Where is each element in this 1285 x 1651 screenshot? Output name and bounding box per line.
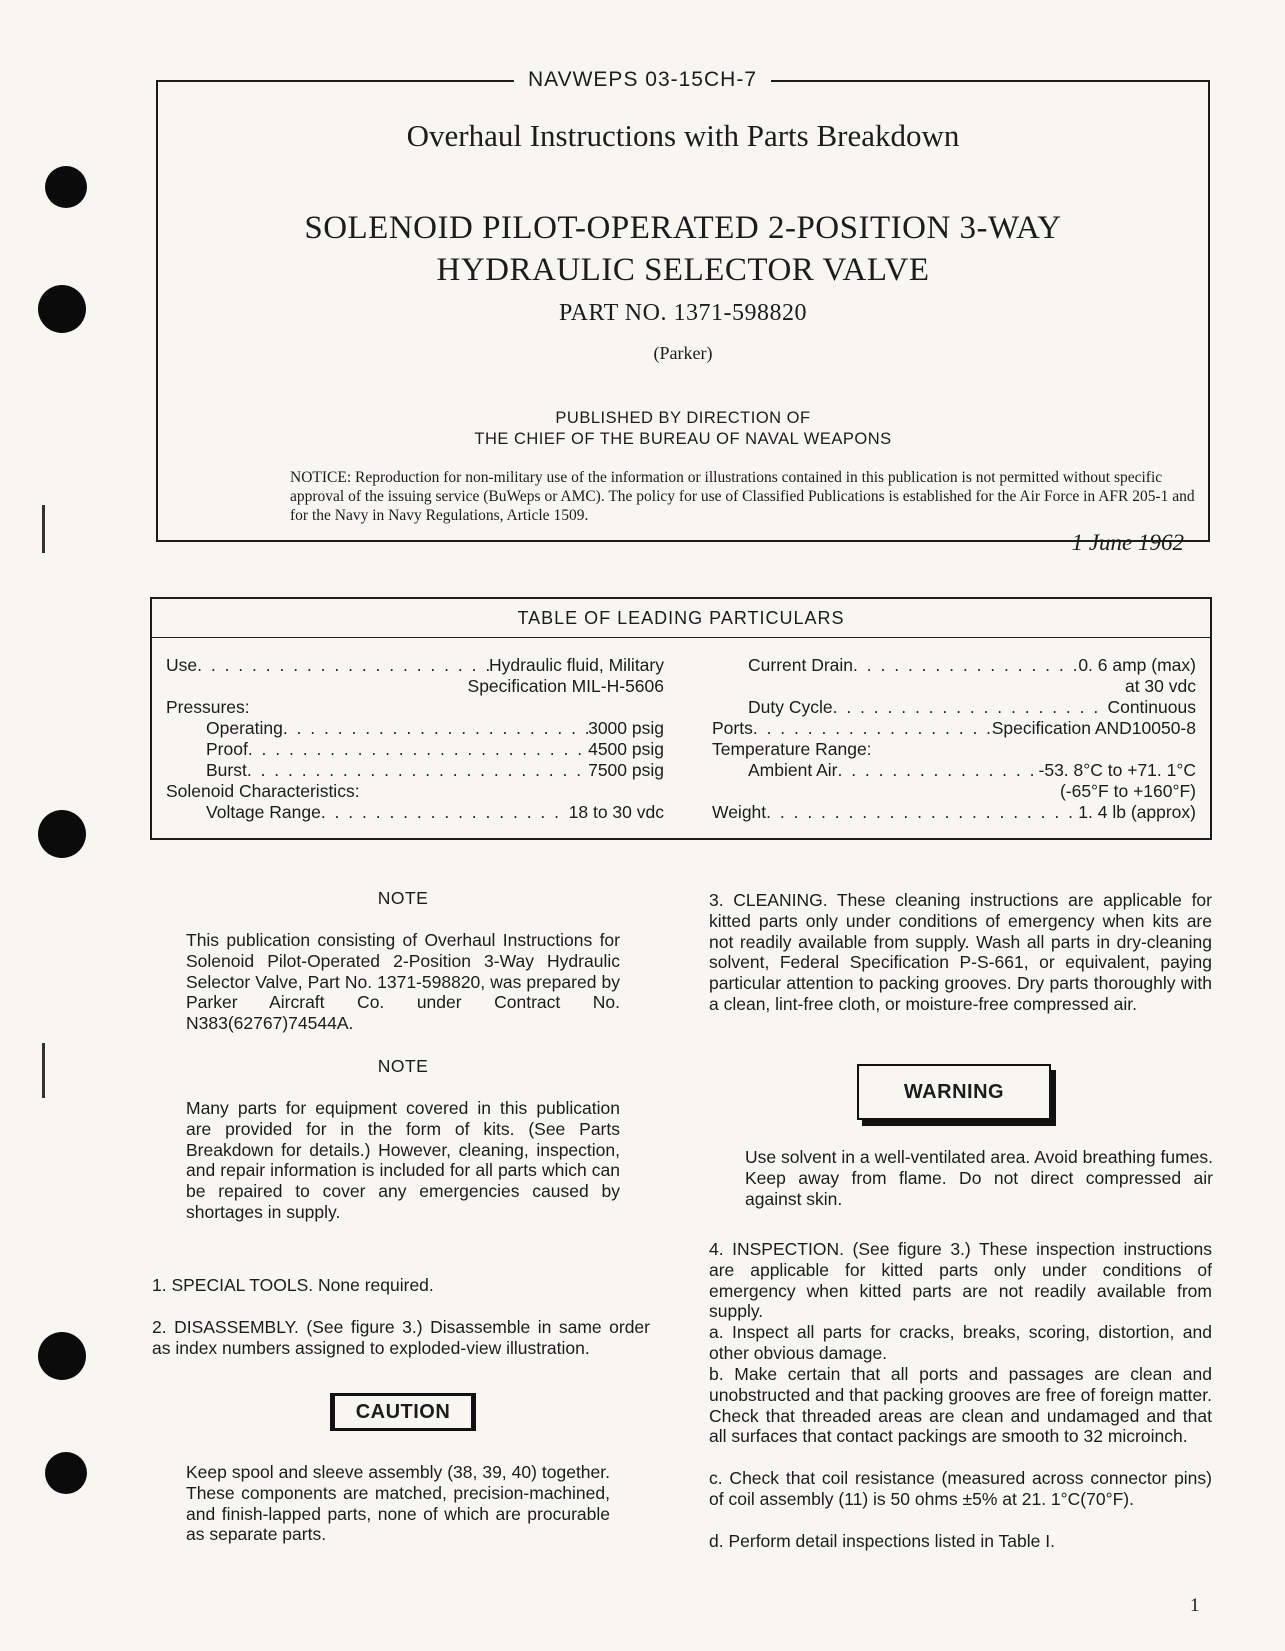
- inspection-step-a: a. Inspect all parts for cracks, breaks, scoring, distortion, and other obvious damage.: [709, 1322, 1212, 1363]
- warning-label: WARNING: [857, 1064, 1051, 1120]
- table-row: Operating . . . 3000 psig: [166, 718, 664, 739]
- subject-line-2: HYDRAULIC SELECTOR VALVE: [436, 252, 930, 288]
- part-number: PART NO. 1371-598820: [559, 300, 807, 326]
- inspection-step-b: b. Make certain that all ports and passages are clean and unobstructed and that packing grooves are free of foreign matter. Check that threaded areas are clean and undamaged and that all surfaces that contact packings are smooth to 32 microinch.: [709, 1364, 1212, 1447]
- binder-hole: [38, 810, 86, 858]
- table-row: Pressures:: [166, 697, 250, 717]
- table-row: Weight . . . 1. 4 lb (approx): [712, 802, 1196, 823]
- page-number: 1: [1190, 1595, 1200, 1616]
- table-row: Proof . . . 4500 psig: [166, 739, 664, 760]
- table-heading: TABLE OF LEADING PARTICULARS: [152, 599, 1210, 638]
- section-inspection: 4. INSPECTION. (See figure 3.) These inspection instructions are applicable for kitted parts only under conditions of emergency when kitted parts are not readily available from supply.: [709, 1239, 1212, 1322]
- section-disassembly: 2. DISASSEMBLY. (See figure 3.) Disassemble in same order as index numbers assigned to exploded-view illustration.: [152, 1317, 650, 1358]
- inspection-step-c: c. Check that coil resistance (measured across connector pins) of coil assembly (11) is 50 ohms ±5% at 21. 1°C(70°F).: [709, 1468, 1212, 1509]
- reproduction-notice: NOTICE: Reproduction for non-military use of the information or illustrations contained in this publication is not permitted without specific approval of the issuing service (BuWeps or AMC). The policy for use of Classified Publications is established for the Air Force in AFR 205-1 and for the Navy in Navy Regulations, Article 1509.: [290, 469, 1195, 524]
- table-row: Burst . . . 7500 psig: [166, 760, 664, 781]
- binder-hole: [45, 1452, 87, 1494]
- table-row: Solenoid Characteristics:: [166, 781, 360, 801]
- note-heading: NOTE: [377, 888, 429, 908]
- scan-mark: [42, 1043, 45, 1098]
- section-special-tools: 1. SPECIAL TOOLS. None required.: [152, 1275, 434, 1295]
- table-row: Ports . . . Specification AND10050-8: [712, 718, 1196, 739]
- particulars-right-column: [712, 655, 1196, 823]
- warning-text: Use solvent in a well-ventilated area. Avoid breathing fumes. Keep away from flame. Do not direct compressed air against skin.: [745, 1147, 1213, 1209]
- manufacturer: (Parker): [653, 343, 713, 363]
- binder-hole: [45, 166, 87, 208]
- table-row: Duty Cycle . . . Continuous: [712, 697, 1196, 718]
- note-text: This publication consisting of Overhaul Instructions for Solenoid Pilot-Operated 2-Position 3-Way Hydraulic Selector Valve, Part No. 1371-598820, was prepared by Parker Aircraft Co. under Contract No. N383(62767)74544A.: [186, 930, 620, 1034]
- particulars-left-column: [166, 655, 664, 823]
- inspection-step-d: d. Perform detail inspections listed in Table I.: [709, 1531, 1055, 1551]
- subject-line-1: SOLENOID PILOT-OPERATED 2-POSITION 3-WAY: [304, 210, 1062, 246]
- note-heading: NOTE: [377, 1056, 429, 1076]
- published-by-line-2: THE CHIEF OF THE BUREAU OF NAVAL WEAPONS: [474, 430, 892, 448]
- table-row: Use . . . Hydraulic fluid, Military: [166, 655, 664, 676]
- document-code: NAVWEPS 03-15CH-7: [0, 68, 1285, 92]
- note-text: Many parts for equipment covered in this publication are provided for in the form of kits. (See Parts Breakdown for details.) However, cleaning, inspection, and repair information is included for all parts which can be repaired to cover any emergencies caused by shortages in supply.: [186, 1098, 620, 1222]
- table-row: Specification MIL-H-5606: [467, 676, 664, 696]
- binder-hole: [38, 285, 86, 333]
- binder-hole: [38, 1332, 86, 1380]
- publication-date: 1 June 1962: [1071, 530, 1184, 555]
- table-row: at 30 vdc: [1124, 676, 1196, 696]
- table-row: Temperature Range:: [712, 739, 872, 759]
- table-row: Ambient Air . . . -53. 8°C to +71. 1°C: [712, 760, 1196, 781]
- scan-mark: [42, 505, 45, 553]
- leading-particulars-table: [150, 597, 1212, 840]
- table-row: Voltage Range . . . 18 to 30 vdc: [166, 802, 664, 823]
- published-by-line-1: PUBLISHED BY DIRECTION OF: [555, 409, 811, 427]
- document-title: Overhaul Instructions with Parts Breakdown: [406, 118, 960, 153]
- table-row: Current Drain . . . 0. 6 amp (max): [712, 655, 1196, 676]
- caution-label: CAUTION: [330, 1393, 476, 1431]
- section-cleaning: 3. CLEANING. These cleaning instructions are applicable for kitted parts only under conditions of emergency when kits are not readily available from supply. Wash all parts in dry-cleaning solvent, Federal Specification P-S-661, or equivalent, paying particular attention to packing grooves. Dry parts thoroughly with a clean, lint-free cloth, or moisture-free compressed air.: [709, 890, 1212, 1014]
- table-row: (-65°F to +160°F): [1059, 781, 1196, 801]
- caution-text: Keep spool and sleeve assembly (38, 39, 40) together. These components are matched, precision-machined, and finish-lapped parts, none of which are procurable as separate parts.: [186, 1462, 610, 1545]
